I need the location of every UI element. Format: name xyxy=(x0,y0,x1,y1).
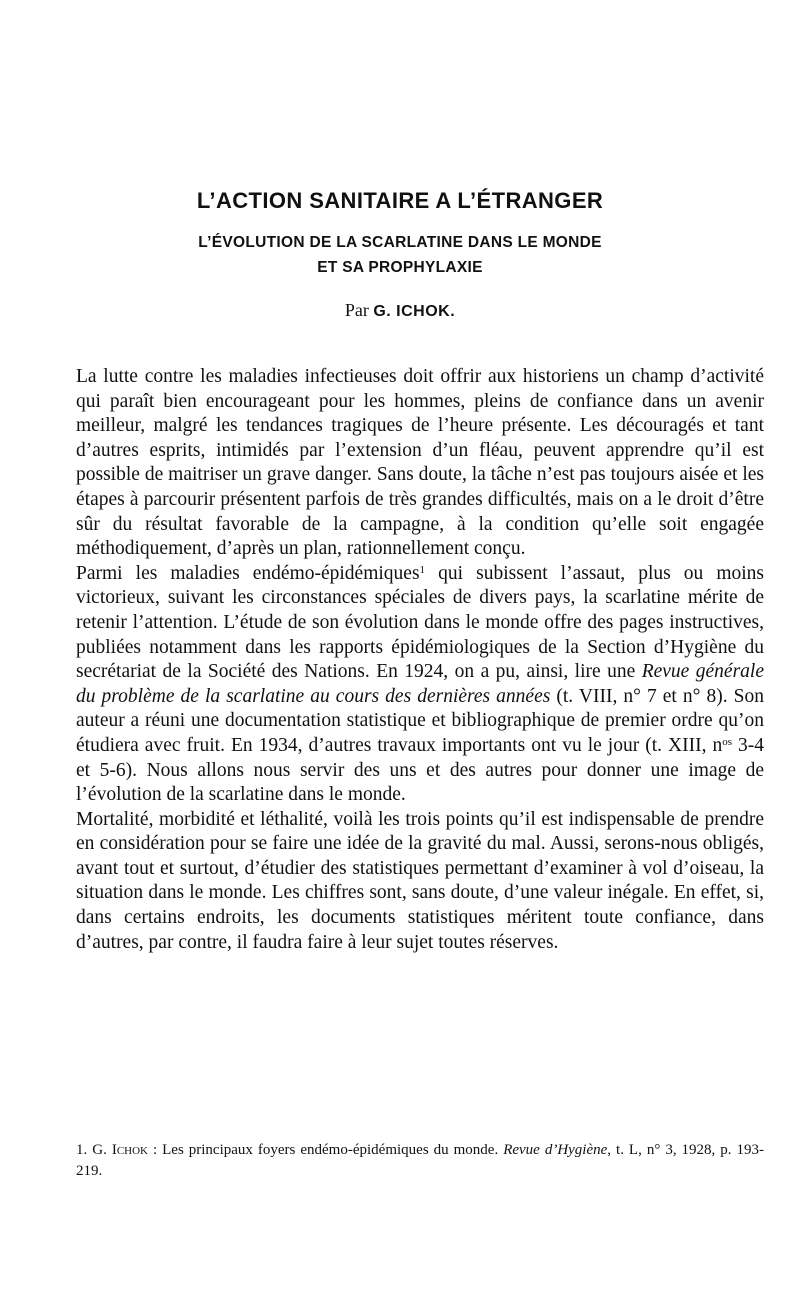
paragraph-3 xyxy=(76,808,764,956)
footnote xyxy=(76,1140,764,1182)
paragraph-3-text: Mortalité, morbidité et léthalité, voilà les trois points qu’il est indispensable de prendre en considération pour se faire une idée de la gravité du mal. Aussi, serons-nous obligés, avant tout et surtout, d’étudier des statistiques permettant d’examiner à vol d’oiseau, la situation dans le monde. Les chiffres sont, sans doute, d’une valeur inégale. En effet, si, dans certains endroits, les documents statistiques méritent toute confiance, dans d’autres, par contre, il faudra faire à leur sujet toutes réserves. xyxy=(76,808,764,953)
footnote-marker: 1 xyxy=(419,563,426,576)
paragraph-2-text-b: qui subissent l’assaut, plus ou moins victorieux, suivant les circonstances spéciales de divers pays, la scarlatine mérite de retenir l’attention. L’étude de son évolution dans le monde offre des pages instructives, publiées notamment dans les rapports épidémiologiques de la Section d’Hygiène du secrétariat de la Société des Nations. En 1924, on a pu, ainsi, lire une xyxy=(76,562,765,683)
paragraph-2-italic-title: Revue générale du problème de la scarlatine au cours des dernières années xyxy=(76,661,764,707)
paragraph-2-text-c: (t. VIII, n° 7 et n° 8). Son auteur a réuni une documentation statistique et bibliographique de premier ordre qu’on étudiera avec fruit. En 1934, d’autres travaux importants ont vu le jour (t. XIII, n xyxy=(76,685,764,756)
footnote-text-b: , t. L, n° 3, 1928, p. 193-219. xyxy=(76,1142,765,1179)
article-body xyxy=(76,365,764,955)
paragraph-1-text: La lutte contre les maladies infectieuses doit offrir aux historiens un champ d’activité qui paraît bien encourageant pour les hommes, pleins de confiance dans un avenir meilleur, malgré les tendances tragiques de l’heure présente. Les découragés et tant d’autres esprits, intimidés par l’extension d’un fléau, peuvent apprendre qu’il est possible de maitriser un grave danger. Sans doute, la tâche n’est pas toujours aisée et les étapes à parcourir présentent parfois de très grandes difficultés, mais on a le droit d’être sûr du résultat favorable de la campagne, à la condition qu’elle soit engagée méthodiquement, d’après un plan, rationnellement conçu. xyxy=(76,366,764,560)
author-prefix: Par xyxy=(344,300,369,320)
footnote-text-a: : Les principaux foyers endémo-épidémiques du monde. xyxy=(147,1142,504,1158)
subtitle-line-2: ET SA PROPHYLAXIE xyxy=(317,259,483,276)
page-title: L’ACTION SANITAIRE A L’ÉTRANGER xyxy=(196,188,604,213)
footnote-number: 1. xyxy=(76,1142,88,1158)
paragraph-2-text-a: Parmi les maladies endémo-épidémiques xyxy=(76,562,420,584)
author-byline xyxy=(0,300,800,321)
paragraph-2-text-d: 3-4 et 5-6). Nous allons nous servir des uns et des autres pour donner une image de l’évolution de la scarlatine dans le monde. xyxy=(76,734,764,806)
subtitle-line-1: L’ÉVOLUTION DE LA SCARLATINE DANS LE MONDE xyxy=(198,234,602,251)
author-name: G. ICHOK. xyxy=(373,303,456,320)
paragraph-1 xyxy=(76,365,764,562)
paragraph-2-superscript: os xyxy=(722,735,732,748)
paragraph-2 xyxy=(76,562,764,808)
footnote-journal: Revue d’Hygiène xyxy=(503,1142,608,1158)
footnote-author: G. Ichok xyxy=(92,1142,148,1158)
